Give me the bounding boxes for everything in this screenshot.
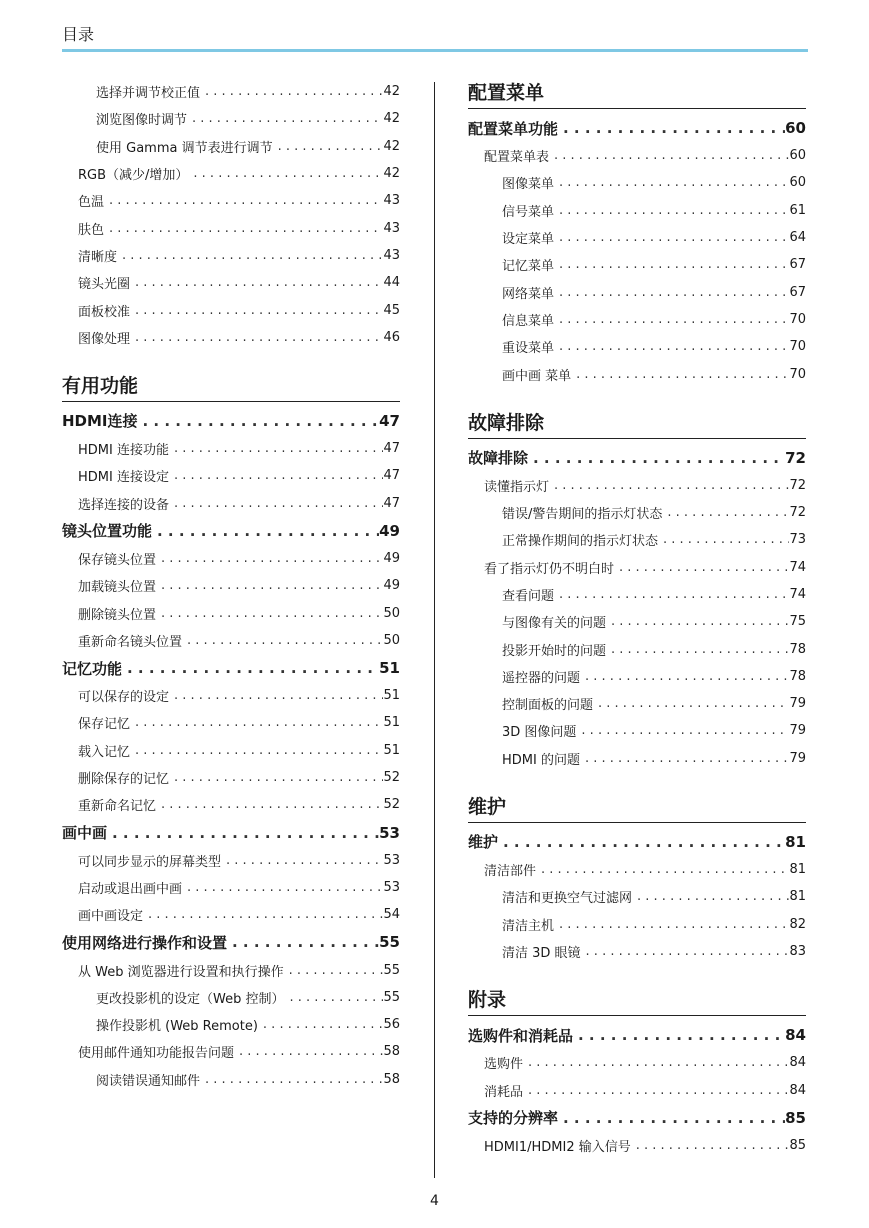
toc-entry-title: 信号菜单	[502, 204, 555, 220]
toc-entry-page: 42	[383, 111, 400, 127]
toc-entry-page: 47	[383, 468, 400, 484]
toc-chapter-entry[interactable]	[468, 1104, 806, 1132]
toc-entry-page: 85	[785, 1108, 806, 1127]
toc-entry-page: 72	[789, 477, 806, 493]
toc-entry-page: 55	[379, 933, 400, 952]
toc-entry[interactable]	[62, 901, 400, 928]
toc-entry-page: 82	[789, 916, 806, 932]
dot-leader	[156, 551, 383, 566]
toc-entry[interactable]	[62, 847, 400, 874]
section-heading: 有用功能	[62, 371, 400, 402]
toc-entry[interactable]	[62, 78, 400, 105]
dot-leader	[606, 642, 789, 657]
toc-entry[interactable]	[62, 545, 400, 572]
toc-entry[interactable]	[62, 599, 400, 626]
toc-entry-title: 清洁 3D 眼镜	[502, 945, 581, 961]
toc-entry-title: 消耗品	[484, 1084, 524, 1100]
toc-entry-page: 79	[789, 723, 806, 739]
dot-leader	[169, 441, 383, 456]
toc-entry[interactable]	[468, 581, 806, 608]
toc-entry[interactable]	[62, 737, 400, 764]
dot-leader	[632, 889, 789, 904]
toc-entry-page: 85	[789, 1137, 806, 1153]
dot-leader	[234, 1044, 383, 1059]
toc-entry-page: 51	[379, 659, 400, 678]
toc-entry-page: 74	[789, 587, 806, 602]
toc-entry-page: 56	[383, 1017, 400, 1033]
dot-leader	[536, 862, 789, 877]
toc-entry[interactable]	[468, 306, 806, 333]
dot-leader	[156, 606, 383, 621]
toc-entry[interactable]	[62, 242, 400, 269]
dot-leader	[554, 285, 789, 300]
toc-entry-title: 清洁部件	[484, 864, 537, 880]
dot-leader	[169, 468, 383, 483]
dot-leader	[571, 367, 789, 382]
toc-entry[interactable]	[468, 554, 806, 581]
toc-entry-title: 图像菜单	[502, 177, 555, 193]
dot-leader	[104, 221, 383, 236]
toc-entry-page: 50	[383, 605, 400, 621]
toc-entry[interactable]	[468, 526, 806, 553]
toc-entry-page: 55	[383, 962, 400, 978]
toc-entry[interactable]	[468, 472, 806, 499]
dot-leader	[554, 257, 789, 272]
toc-entry-page: 47	[383, 441, 400, 457]
toc-entry-title: 选择并调节校正值	[96, 86, 201, 102]
section-heading: 配置菜单	[468, 78, 806, 109]
toc-entry[interactable]	[62, 462, 400, 489]
toc-entry-page: 83	[789, 943, 806, 959]
toc-entry[interactable]	[62, 627, 400, 654]
toc-entry-page: 78	[789, 641, 806, 657]
toc-chapter-entry[interactable]	[468, 1021, 806, 1049]
dot-leader	[227, 933, 379, 951]
toc-entry[interactable]	[62, 269, 400, 296]
toc-chapter-entry[interactable]	[468, 114, 806, 142]
dot-leader	[614, 560, 789, 575]
toc-entry-title: 设定菜单	[502, 232, 555, 248]
toc-entry[interactable]	[62, 682, 400, 709]
toc-entry-page: 60	[789, 148, 806, 164]
dot-leader	[138, 412, 380, 430]
toc-entry-page: 49	[383, 578, 400, 594]
toc-entry-page: 72	[789, 505, 806, 521]
dot-leader	[104, 193, 383, 208]
toc-entry[interactable]	[62, 214, 400, 241]
toc-entry-page: 73	[789, 532, 806, 548]
toc-chapter-entry[interactable]	[468, 444, 806, 472]
dot-leader	[554, 230, 789, 245]
toc-entry-title: 删除镜头位置	[78, 607, 157, 623]
dot-leader	[554, 917, 789, 932]
toc-entry-title: 网络菜单	[502, 286, 555, 302]
toc-entry-title: 选购件	[484, 1057, 524, 1073]
toc-entry-page: 81	[789, 889, 806, 905]
toc-entry-title: 保存记忆	[78, 717, 131, 733]
dot-leader	[662, 505, 789, 520]
section-heading: 维护	[468, 792, 806, 823]
toc-entry-title: 操作投影机 (Web Remote)	[96, 1019, 258, 1035]
toc-entry-title: 删除保存的记忆	[78, 772, 170, 788]
toc-entry-title: 可以同步显示的屏幕类型	[78, 854, 222, 870]
toc-entry[interactable]	[62, 105, 400, 132]
toc-entry-title: 重新命名镜头位置	[78, 634, 183, 650]
toc-entry[interactable]	[62, 296, 400, 323]
toc-entry-title: 错误/警告期间的指示灯状态	[502, 507, 663, 523]
toc-entry-title: 控制面板的问题	[502, 698, 594, 714]
toc-entry[interactable]	[62, 490, 400, 517]
dot-leader	[523, 1055, 789, 1070]
dot-leader	[187, 111, 383, 126]
toc-entry-page: 42	[383, 84, 400, 100]
toc-entry[interactable]	[62, 984, 400, 1011]
toc-entry-title: 读懂指示灯	[484, 479, 550, 495]
toc-entry[interactable]	[468, 1132, 806, 1159]
toc-entry-title: 选购件和消耗品	[468, 1026, 574, 1045]
toc-left-column	[62, 78, 400, 1093]
toc-entry-title: 维护	[468, 833, 499, 852]
dot-leader	[143, 907, 383, 922]
toc-entry-title: 投影开始时的问题	[502, 643, 607, 659]
toc-entry[interactable]	[62, 1038, 400, 1065]
toc-entry-page: 72	[785, 448, 806, 467]
dot-leader	[558, 119, 785, 137]
dot-leader	[182, 880, 383, 895]
toc-chapter-entry[interactable]	[62, 407, 400, 435]
toc-entry-title: 遥控器的问题	[502, 670, 581, 686]
toc-entry[interactable]	[468, 251, 806, 278]
toc-entry-page: 61	[789, 202, 806, 218]
toc-entry-title: 浏览图像时调节	[96, 113, 188, 129]
toc-entry[interactable]	[468, 499, 806, 526]
toc-entry-page: 52	[383, 770, 400, 786]
dot-leader	[156, 797, 383, 812]
dot-leader	[593, 696, 789, 711]
toc-entry[interactable]	[468, 142, 806, 169]
toc-entry-title: HDMI 连接功能	[78, 443, 169, 459]
toc-entry[interactable]	[468, 856, 806, 883]
dot-leader	[581, 944, 790, 959]
toc-entry-title: 与图像有关的问题	[502, 616, 607, 632]
toc-entry-title: RGB（减少/增加）	[78, 168, 189, 184]
toc-entry-page: 53	[383, 852, 400, 868]
toc-entry-title: 清洁和更换空气过滤网	[502, 891, 633, 907]
dot-leader	[606, 614, 789, 629]
toc-entry-page: 55	[383, 989, 400, 1005]
toc-entry[interactable]	[468, 360, 806, 387]
toc-chapter-entry[interactable]	[62, 928, 400, 956]
toc-entry-page: 54	[383, 907, 400, 923]
toc-entry[interactable]	[468, 717, 806, 744]
toc-entry-title: 使用网络进行操作和设置	[62, 933, 228, 952]
dot-leader	[130, 275, 383, 290]
toc-entry[interactable]	[62, 324, 400, 351]
dot-leader	[152, 522, 379, 540]
toc-entry[interactable]	[468, 1049, 806, 1076]
toc-entry[interactable]	[468, 911, 806, 938]
toc-entry-title: 加载镜头位置	[78, 580, 157, 596]
dot-leader	[284, 963, 384, 978]
toc-entry-page: 60	[785, 119, 806, 137]
toc-entry-title: 记忆菜单	[502, 259, 555, 275]
toc-entry-title: 支持的分辨率	[468, 1109, 559, 1128]
toc-entry-title: 选择连接的设备	[78, 497, 170, 513]
toc-right-column	[468, 78, 806, 1159]
toc-entry-page: 67	[789, 284, 806, 300]
dot-leader	[273, 139, 384, 154]
toc-entry-page: 53	[383, 879, 400, 895]
toc-entry-title: 故障排除	[468, 449, 529, 468]
toc-entry-title: 使用 Gamma 调节表进行调节	[96, 140, 273, 156]
toc-entry[interactable]	[468, 663, 806, 690]
dot-leader	[188, 166, 383, 181]
toc-entry-title: 从 Web 浏览器进行设置和执行操作	[78, 964, 284, 980]
dot-leader	[258, 1017, 384, 1032]
dot-leader	[573, 1026, 785, 1044]
toc-entry-page: 53	[379, 823, 400, 842]
toc-entry-page: 49	[383, 551, 400, 566]
toc-entry[interactable]	[62, 160, 400, 187]
toc-entry-page: 79	[789, 696, 806, 712]
toc-entry-title: 画中画	[62, 824, 108, 843]
header-rule	[62, 49, 808, 52]
dot-leader	[169, 496, 383, 511]
dot-leader	[554, 175, 789, 190]
toc-entry[interactable]	[62, 709, 400, 736]
toc-entry[interactable]	[62, 956, 400, 983]
dot-leader	[549, 478, 789, 493]
toc-entry[interactable]	[62, 187, 400, 214]
toc-entry-title: HDMI连接	[62, 412, 138, 431]
dot-leader	[558, 1109, 785, 1127]
toc-entry-title: 正常操作期间的指示灯状态	[502, 534, 659, 550]
toc-entry[interactable]	[468, 224, 806, 251]
toc-entry-title: 保存镜头位置	[78, 553, 157, 568]
toc-entry[interactable]	[468, 745, 806, 772]
toc-entry-page: 81	[789, 862, 806, 878]
toc-entry-page: 81	[785, 832, 806, 851]
toc-entry-page: 64	[789, 230, 806, 246]
dot-leader	[122, 659, 379, 677]
toc-entry-title: 镜头光圈	[78, 277, 131, 293]
toc-entry-page: 58	[383, 1071, 400, 1087]
dot-leader	[130, 715, 383, 730]
toc-entry-page: 51	[383, 688, 400, 704]
toc-entry[interactable]	[62, 874, 400, 901]
toc-entry-page: 42	[383, 138, 400, 154]
toc-entry[interactable]	[468, 938, 806, 965]
toc-entry-title: HDMI 的问题	[502, 752, 580, 768]
toc-chapter-entry[interactable]	[62, 654, 400, 682]
dot-leader	[200, 84, 383, 99]
toc-entry-title: 可以保存的设定	[78, 690, 170, 706]
toc-entry-page: 51	[383, 715, 400, 731]
toc-entry-page: 45	[383, 302, 400, 318]
toc-entry-page: 51	[383, 742, 400, 758]
toc-entry-page: 52	[383, 797, 400, 813]
toc-entry-title: 记忆功能	[62, 659, 123, 678]
dot-leader	[182, 633, 383, 648]
toc-entry-page: 49	[379, 521, 400, 540]
dot-leader	[117, 248, 383, 263]
section-heading: 附录	[468, 985, 806, 1016]
toc-entry[interactable]	[62, 1011, 400, 1038]
toc-entry-title: 3D 图像问题	[502, 725, 577, 741]
toc-entry[interactable]	[468, 608, 806, 635]
toc-entry-title: 色温	[78, 195, 105, 211]
toc-entry-title: 配置菜单表	[484, 150, 550, 166]
toc-entry-title: 清晰度	[78, 249, 118, 265]
column-divider	[434, 82, 435, 1178]
toc-entry-title: 载入记忆	[78, 744, 131, 760]
toc-entry-page: 50	[383, 632, 400, 648]
toc-entry[interactable]	[468, 169, 806, 196]
toc-entry-page: 70	[789, 366, 806, 382]
toc-entry[interactable]	[62, 435, 400, 462]
dot-leader	[549, 148, 789, 163]
dot-leader	[528, 449, 785, 467]
dot-leader	[130, 743, 383, 758]
toc-entry-title: 镜头位置功能	[62, 522, 153, 541]
toc-entry-page: 70	[789, 311, 806, 327]
toc-entry-page: 79	[789, 750, 806, 766]
dot-leader	[130, 330, 383, 345]
toc-entry-title: 画中画设定	[78, 909, 144, 925]
dot-leader	[107, 824, 379, 842]
toc-entry[interactable]	[468, 278, 806, 305]
dot-leader	[523, 1083, 789, 1098]
toc-entry-title: 更改投影机的设定（Web 控制）	[96, 991, 285, 1007]
dot-leader	[554, 203, 789, 218]
toc-entry-title: 阅读错误通知邮件	[96, 1073, 201, 1089]
toc-entry-page: 84	[789, 1055, 806, 1071]
toc-entry-page: 43	[383, 193, 400, 209]
toc-chapter-entry[interactable]	[62, 819, 400, 847]
header-title: 目录	[62, 25, 95, 44]
toc-entry-title: 使用邮件通知功能报告问题	[78, 1046, 235, 1062]
toc-entry-title: 配置菜单功能	[468, 119, 559, 138]
toc-entry[interactable]	[468, 883, 806, 910]
dot-leader	[580, 669, 789, 684]
toc-entry-page: 46	[383, 329, 400, 345]
toc-entry[interactable]	[468, 333, 806, 360]
toc-entry-page: 67	[789, 257, 806, 273]
toc-entry-page: 84	[789, 1082, 806, 1098]
toc-entry-title: 肤色	[78, 222, 105, 238]
toc-entry[interactable]	[62, 791, 400, 818]
toc-entry-title: 启动或退出画中画	[78, 881, 183, 897]
toc-entry[interactable]	[62, 572, 400, 599]
page-number: 4	[430, 1193, 439, 1209]
toc-entry-title: 重设菜单	[502, 341, 555, 357]
toc-entry-title: HDMI 连接设定	[78, 470, 169, 486]
dot-leader	[284, 990, 383, 1005]
toc-entry[interactable]	[62, 764, 400, 791]
toc-entry-page: 44	[383, 275, 400, 291]
toc-entry-page: 43	[383, 247, 400, 263]
toc-entry-title: 重新命名记忆	[78, 799, 157, 815]
dot-leader	[156, 578, 383, 593]
toc-entry-page: 43	[383, 220, 400, 236]
toc-entry-page: 60	[789, 175, 806, 191]
section-heading: 故障排除	[468, 408, 806, 439]
toc-entry[interactable]	[62, 1066, 400, 1093]
toc-entry-page: 47	[379, 411, 400, 430]
dot-leader	[658, 532, 789, 547]
dot-leader	[631, 1138, 790, 1153]
toc-chapter-entry[interactable]	[468, 828, 806, 856]
toc-entry[interactable]	[468, 635, 806, 662]
dot-leader	[576, 723, 789, 738]
toc-entry-title: 画中画 菜单	[502, 368, 572, 384]
toc-entry-title: 查看问题	[502, 589, 555, 604]
dot-leader	[169, 688, 383, 703]
toc-entry-title: 面板校准	[78, 304, 131, 320]
toc-entry-page: 74	[789, 559, 806, 575]
toc-entry-page: 84	[785, 1026, 806, 1045]
toc-entry-title: 信息菜单	[502, 313, 555, 329]
toc-entry-page: 75	[789, 614, 806, 630]
toc-entry-title: 清洁主机	[502, 918, 555, 934]
toc-entry-title: 看了指示灯仍不明白时	[484, 561, 615, 577]
toc-entry[interactable]	[468, 197, 806, 224]
toc-chapter-entry[interactable]	[62, 517, 400, 545]
dot-leader	[221, 853, 383, 868]
dot-leader	[554, 339, 789, 354]
toc-entry-page: 42	[383, 166, 400, 182]
toc-entry-page: 70	[789, 339, 806, 355]
toc-entry-page: 58	[383, 1044, 400, 1060]
toc-entry[interactable]	[468, 1076, 806, 1103]
toc-entry-page: 47	[383, 495, 400, 511]
dot-leader	[554, 587, 789, 602]
toc-entry-page: 78	[789, 668, 806, 684]
dot-leader	[554, 312, 789, 327]
toc-entry[interactable]	[468, 690, 806, 717]
toc-entry[interactable]	[62, 133, 400, 160]
dot-leader	[580, 751, 789, 766]
dot-leader	[200, 1072, 383, 1087]
toc-entry-title: HDMI1/HDMI2 输入信号	[484, 1139, 631, 1155]
dot-leader	[130, 303, 383, 318]
dot-leader	[498, 833, 785, 851]
dot-leader	[169, 770, 383, 785]
toc-entry-title: 图像处理	[78, 331, 131, 347]
